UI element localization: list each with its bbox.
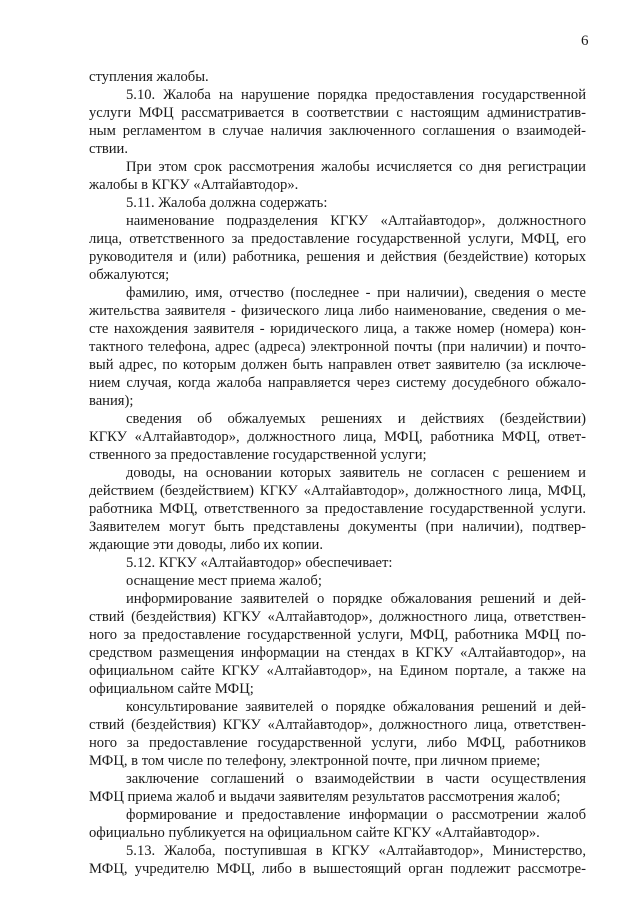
text-line: ствии. xyxy=(89,141,129,157)
text-line: ного за предоставление государственной услуги, либо МФЦ, работников xyxy=(89,735,586,751)
text-line: ждающие эти доводы, либо их копии. xyxy=(89,537,324,553)
text-line: При этом срок рассмотрения жалобы исчисляется со дня регистрации xyxy=(126,159,586,175)
text-line: заключение соглашений о взаимодействии в части осуществления xyxy=(126,771,586,787)
text-line: МФЦ, учредителю МФЦ, либо в вышестоящий орган подлежит рассмотре- xyxy=(89,861,586,877)
text-line: сте нахождения заявителя - юридического лица, а также номер (номера) кон- xyxy=(89,321,586,337)
text-line: Заявителем могут быть представлены документы (при наличии), подтвер- xyxy=(89,519,586,535)
text-line: руководителя и (или) работника, решения и действия (бездействие) которых xyxy=(89,249,586,265)
text-line: официально публикуется на официальном сайте КГКУ «Алтайавтодор». xyxy=(89,825,540,841)
text-line: ным регламентом в случае наличия заключенного соглашения о взаимодей- xyxy=(89,123,586,139)
text-line: 5.11. Жалоба должна содержать: xyxy=(126,195,328,211)
text-line: обжалуются; xyxy=(89,267,170,283)
text-line: ствий (бездействия) КГКУ «Алтайавтодор», должностного лица, ответствен- xyxy=(89,609,586,625)
text-line: сведения об обжалуемых решениях и действиях (бездействии) xyxy=(126,411,586,427)
text-line: лица, ответственного за предоставление государственной услуги, МФЦ, его xyxy=(89,231,586,247)
text-line: нием случая, когда жалоба направляется через систему досудебного обжало- xyxy=(89,375,586,391)
text-line: ступления жалобы. xyxy=(89,69,209,85)
text-line: консультирование заявителей о порядке обжалования решений и дей- xyxy=(126,699,586,715)
text-line: работника МФЦ, ответственного за предоставление государственной услуги. xyxy=(89,501,586,517)
text-line: вый адрес, по которым должен быть направлен ответ заявителю (за исключе- xyxy=(89,357,586,373)
text-line: официальном сайте МФЦ; xyxy=(89,681,254,697)
text-line: КГКУ «Алтайавтодор», должностного лица, МФЦ, работника МФЦ, ответ- xyxy=(89,429,586,445)
text-line: ственного за предоставление государственной услуги; xyxy=(89,447,427,463)
text-line: 5.10. Жалоба на нарушение порядка предоставления государственной xyxy=(126,87,586,103)
text-line: формирование и предоставление информации о рассмотрении жалоб xyxy=(126,807,586,823)
text-line: фамилию, имя, отчество (последнее - при наличии), сведения о месте xyxy=(126,285,586,301)
document-body xyxy=(89,68,586,878)
text-line: жительства заявителя - физического лица либо наименование, сведения о ме- xyxy=(89,303,586,319)
text-line: МФЦ, в том числе по телефону, электронной почте, при личном приеме; xyxy=(89,753,541,769)
text-line: наименование подразделения КГКУ «Алтайавтодор», должностного xyxy=(126,213,586,229)
text-line: официальном сайте КГКУ «Алтайавтодор», на Едином портале, а также на xyxy=(89,663,586,679)
text-line: средством размещения информации на стендах в КГКУ «Алтайавтодор», на xyxy=(89,645,586,661)
text-line: МФЦ приема жалоб и выдачи заявителям результатов рассмотрения жалоб; xyxy=(89,789,561,805)
text-line: доводы, на основании которых заявитель не согласен с решением и xyxy=(126,465,586,481)
text-line: тактного телефона, адрес (адреса) электронной почты (при наличии) и почто- xyxy=(89,339,586,355)
text-line: оснащение мест приема жалоб; xyxy=(126,573,322,589)
text-line: вания); xyxy=(89,393,134,409)
text-line: ного за предоставление государственной услуги, МФЦ, работника МФЦ по- xyxy=(89,627,586,643)
text-line: 5.12. КГКУ «Алтайавтодор» обеспечивает: xyxy=(126,555,393,571)
text-line: 5.13. Жалоба, поступившая в КГКУ «Алтайавтодор», Министерство, xyxy=(126,843,586,859)
text-line: ствий (бездействия) КГКУ «Алтайавтодор», должностного лица, ответствен- xyxy=(89,717,586,733)
text-line: информирование заявителей о порядке обжалования решений и дей- xyxy=(126,591,586,607)
text-line: услуги МФЦ рассматривается в соответствии с настоящим административ- xyxy=(89,105,586,121)
text-line: жалобы в КГКУ «Алтайавтодор». xyxy=(89,177,299,193)
text-line: действием (бездействием) КГКУ «Алтайавтодор», должностного лица, МФЦ, xyxy=(89,483,586,499)
page-number: 6 xyxy=(581,33,589,49)
